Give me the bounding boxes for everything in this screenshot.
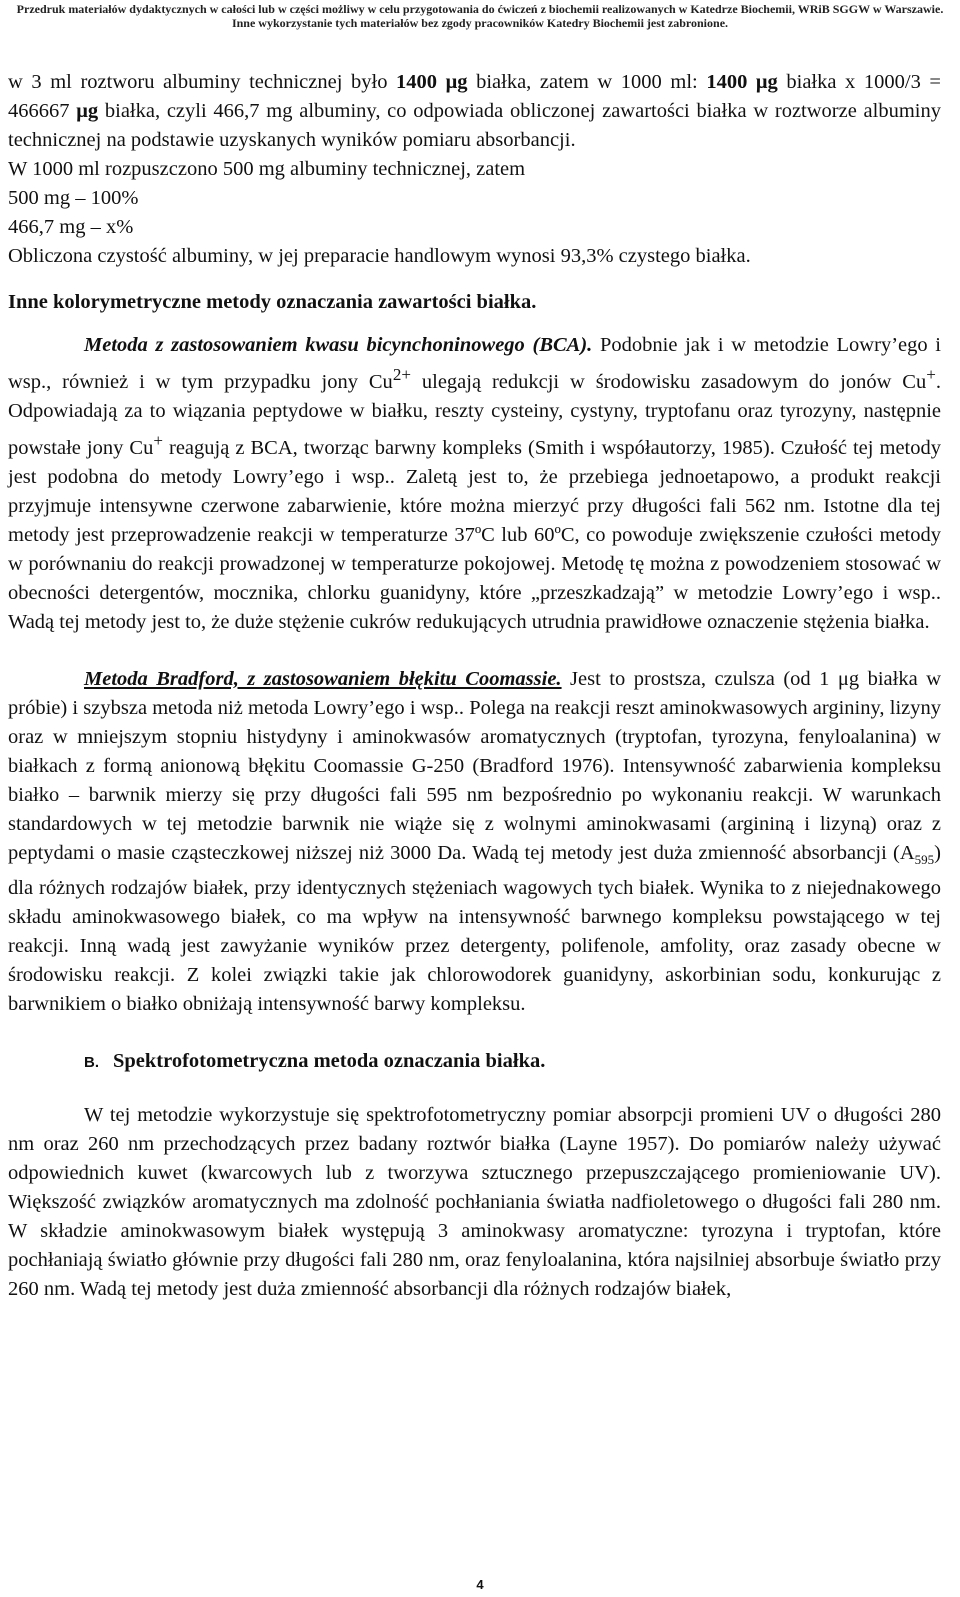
intro-paragraph [8,68,941,155]
bold-run: 1400 μg [396,71,468,93]
superscript: + [153,430,163,450]
text-run: Podobnie jak i w metodzie Lowry’ego i wsp., również i w tym przypadku jony Cu [8,334,941,393]
text-run: Jest to prostsza, czulsza (od 1 μg białka w próbie) i szybsza metoda niż metoda Lowry’ego i wsp.. Polega na reakcji reszt aminokwasowych argininy, lizyny oraz w mniejszym stopniu histydyny i aminokwasów aromatycznych (tryptofan, tyrozyna, fenyloalanina) w białkach z formą anionową błękitu Coomassie G-250 (Bradford 1976). Intensywność zabarwienia kompleksu białko – barwnik mierzy się przy długości fali 595 nm bezpośrednio po wykonaniu reakcji. W warunkach standardowych w tej metodzie barwnik nie wiąże się z wolnymi aminokwasami (argininą i lizyną) oraz z peptydami o masie cząsteczkowej niższej niż 3000 Da. Wadą tej metody jest duża zmienność absorbancji (A [8,667,941,864]
section-b-paragraph [8,1101,941,1304]
page-number: 4 [476,1577,484,1592]
intro-line-2: W 1000 ml rozpuszczono 500 mg albuminy technicznej, zatem [8,158,526,180]
text-run: ulegają redukcji w środowisku zasadowym do jonów Cu [410,370,927,393]
section-heading: Inne kolorymetryczne metody oznaczania zawartości białka. [8,291,537,313]
bradford-title: Metoda Bradford, z zastosowaniem błękitu Coomassie. [84,667,562,690]
section-b-title: Spektrofotometryczna metoda oznaczania białka. [113,1049,546,1072]
intro-line-3: 500 mg – 100% [8,187,139,209]
header-line-2: Inne wykorzystanie tych materiałów bez zgody pracowników Katedry Biochemii jest zabronione. [231,16,729,30]
text-run: białka x 1000/3 = 466667 [8,71,941,122]
subscript: 595 [914,851,935,867]
bca-paragraph [8,331,941,637]
bradford-paragraph [8,665,941,1019]
bca-title: Metoda z zastosowaniem kwasu bicynchoninowego (BCA). [84,334,593,356]
bold-run: μg [76,100,99,122]
text-run: białka, zatem w 1000 ml: [467,71,707,93]
section-b-letter: B. [84,1053,99,1071]
text-run: . Odpowiadają za to wiązania peptydowe w białku, reszty cysteiny, cystyny, tryptofanu oraz tyrozyny, następnie powstałe jony Cu [8,370,941,459]
section-b-heading [8,1047,941,1077]
text-run: ) dla różnych rodzajów białek, przy identycznych stężeniach wagowych tych białek. Wynika to z niejednakowego składu aminokwasowego białek, co ma wpływ na intensywność barwnego kompleksu powstającego w tej reakcji. Inną wadą jest zawyżanie wyników przez detergenty, polifenole, amfolity, oraz zasady obecne w środowisku reakcji. Z kolei związki takie jak chlorowodorek guanidyny, askorbinian sodu, konkurując z barwnikiem o białko obniżają intensywność barwy kompleksu. [8,841,941,1015]
superscript: 2+ [392,365,411,384]
superscript: + [926,365,936,384]
text-run: reagują z BCA, tworząc barwny kompleks (Smith i współautorzy, 1985). Czułość tej metody jest podobna do metody Lowry’ego i wsp.. Zaletą jest to, że przebiega jednoetapowo, a produkt reakcji przyjmuje intensywne czerwone zabarwienie, które można mierzyć przy długości fali 562 nm. Istotne dla tej metody jest przeprowadzenie reakcji w temperaturze 37ºC lub 60ºC, co powoduje zwiększenie czułości metody w porównaniu do reakcji prowadzonej w temperaturze pokojowej. Metodę tę można z powodzeniem stosować w obecności detergentów, mocznika, chlorku guanidyny, które „przeszkadzają” w metodzie Lowry’ego i wsp.. Wadą tej metody jest to, że duże stężenie cukrów redukujących utrudnia prawidłowe oznaczenie stężenia białka. [8,436,941,633]
text-run: W tej metodzie wykorzystuje się spektrofotometryczny pomiar absorpcji promieni UV o długości 280 nm oraz 260 nm przechodzących przez badany roztwór białka (Layne 1957). Do pomiarów należy używać odpowiednich kuwet (kwarcowych lub z tworzywa sztucznego przepuszczającego promieniowanie UV). Większość związków aromatycznych ma zdolność pochłaniania światła nadfioletowego o długości fali 280 nm. W składzie aminokwasowym białek występują 3 aminokwasy aromatyczne: tyrozyna i tryptofan, które pochłaniają światło głównie przy długości fali 280 nm, oraz fenyloalanina, która najsilniej absorbuje światło przy 260 nm. Wadą tej metody jest duża zmienność absorbancji dla różnych rodzajów białek, [8,1103,941,1300]
page-header [0,2,960,30]
text-run: białka, czyli 466,7 mg albuminy, co odpowiada obliczonej zawartości białka w roztworze albuminy technicznej na podstawie uzyskanych wyników pomiaru absorbancji. [8,100,941,151]
intro-line-4: 466,7 mg – x% [8,216,134,238]
document-body [8,68,941,1304]
header-line-1: Przedruk materiałów dydaktycznych w całości lub w części możliwy w celu przygotowania do ćwiczeń z biochemii realizowanych w Katedrze Biochemii, WRiB SGGW w Warszawie. [16,2,944,16]
text-run: w 3 ml roztworu albuminy technicznej było [8,71,397,93]
intro-line-5: Obliczona czystość albuminy, w jej preparacie handlowym wynosi 93,3% czystego białka. [8,245,751,267]
bold-run: 1400 μg [706,71,778,93]
